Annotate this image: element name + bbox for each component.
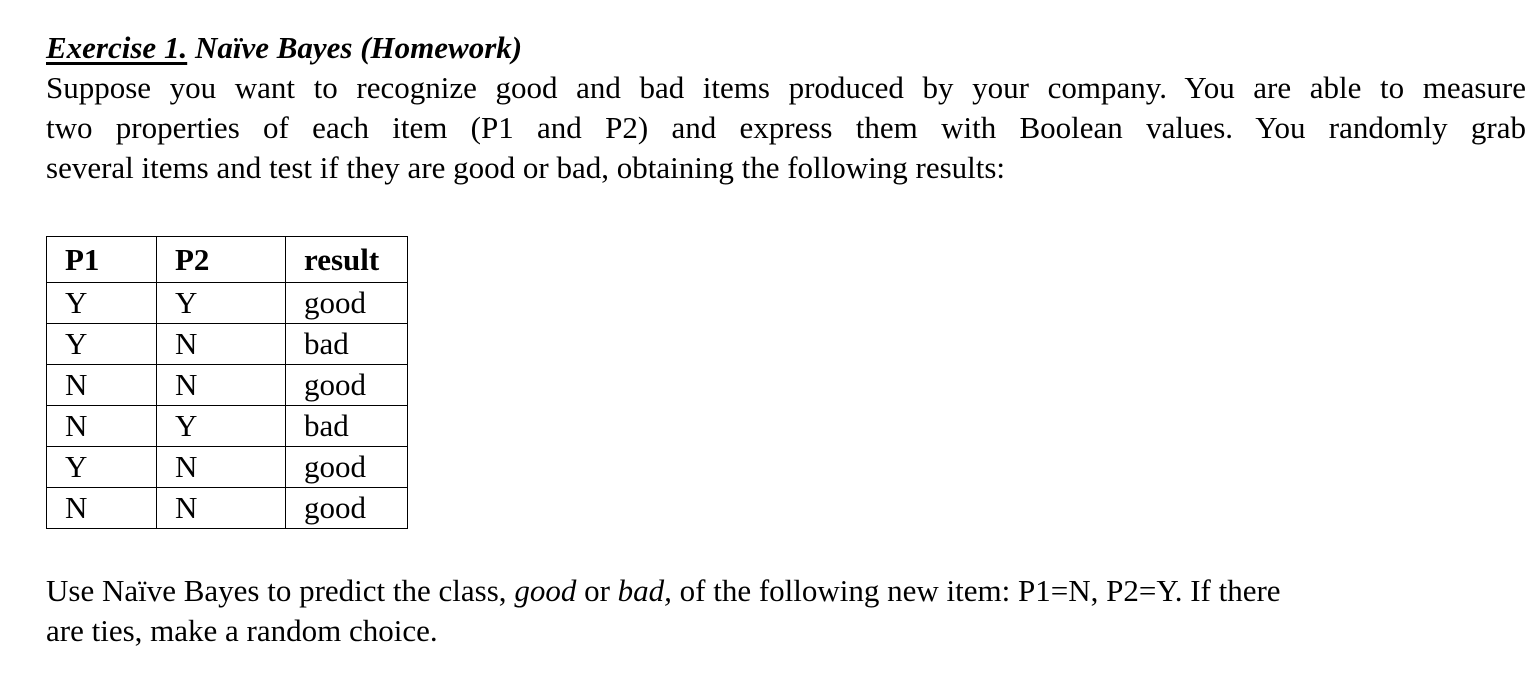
cell-p2: N <box>157 365 286 406</box>
table-row <box>47 365 408 406</box>
cell-p1: Y <box>47 447 157 488</box>
intro-line-1: Suppose you want to recognize good and bad items produced by your company. You are able to measure <box>46 70 1526 105</box>
cell-result: good <box>286 447 408 488</box>
question-class-good: good <box>514 573 577 608</box>
cell-p2: Y <box>157 283 286 324</box>
table-header-row <box>47 237 408 283</box>
question-text-1: Use Naïve Bayes to predict the class, <box>46 573 515 608</box>
cell-p2: N <box>157 447 286 488</box>
intro-line-3: several items and test if they are good or bad, obtaining the following results: <box>46 150 1006 185</box>
table-row <box>47 406 408 447</box>
results-table <box>46 236 408 529</box>
cell-result: good <box>286 283 408 324</box>
intro-line-2: two properties of each item (P1 and P2) and express them with Boolean values. You randomly grab <box>46 110 1526 145</box>
cell-p1: N <box>47 365 157 406</box>
cell-p1: Y <box>47 283 157 324</box>
question-paragraph <box>46 571 1526 651</box>
table-row <box>47 283 408 324</box>
cell-result: bad <box>286 324 408 365</box>
intro-paragraph <box>46 68 1526 188</box>
header-p2: P2 <box>157 237 286 283</box>
cell-p2: N <box>157 324 286 365</box>
cell-p2: Y <box>157 406 286 447</box>
table-row <box>47 324 408 365</box>
table-row <box>47 488 408 529</box>
header-p1: P1 <box>47 237 157 283</box>
cell-p1: N <box>47 488 157 529</box>
cell-result: good <box>286 365 408 406</box>
cell-result: good <box>286 488 408 529</box>
exercise-title: Naïve Bayes (Homework) <box>187 30 523 65</box>
exercise-label: Exercise 1. <box>46 30 188 65</box>
exercise-heading <box>46 28 1526 68</box>
question-or: or <box>576 573 618 608</box>
question-text-3: are ties, make a random choice. <box>46 613 438 648</box>
question-text-2: of the following new item: P1=N, P2=Y. If there <box>671 573 1281 608</box>
question-class-bad: bad, <box>617 573 672 608</box>
header-result: result <box>286 237 408 283</box>
document <box>46 28 1526 648</box>
cell-p1: Y <box>47 324 157 365</box>
cell-p1: N <box>47 406 157 447</box>
cell-result: bad <box>286 406 408 447</box>
table-row <box>47 447 408 488</box>
cell-p2: N <box>157 488 286 529</box>
